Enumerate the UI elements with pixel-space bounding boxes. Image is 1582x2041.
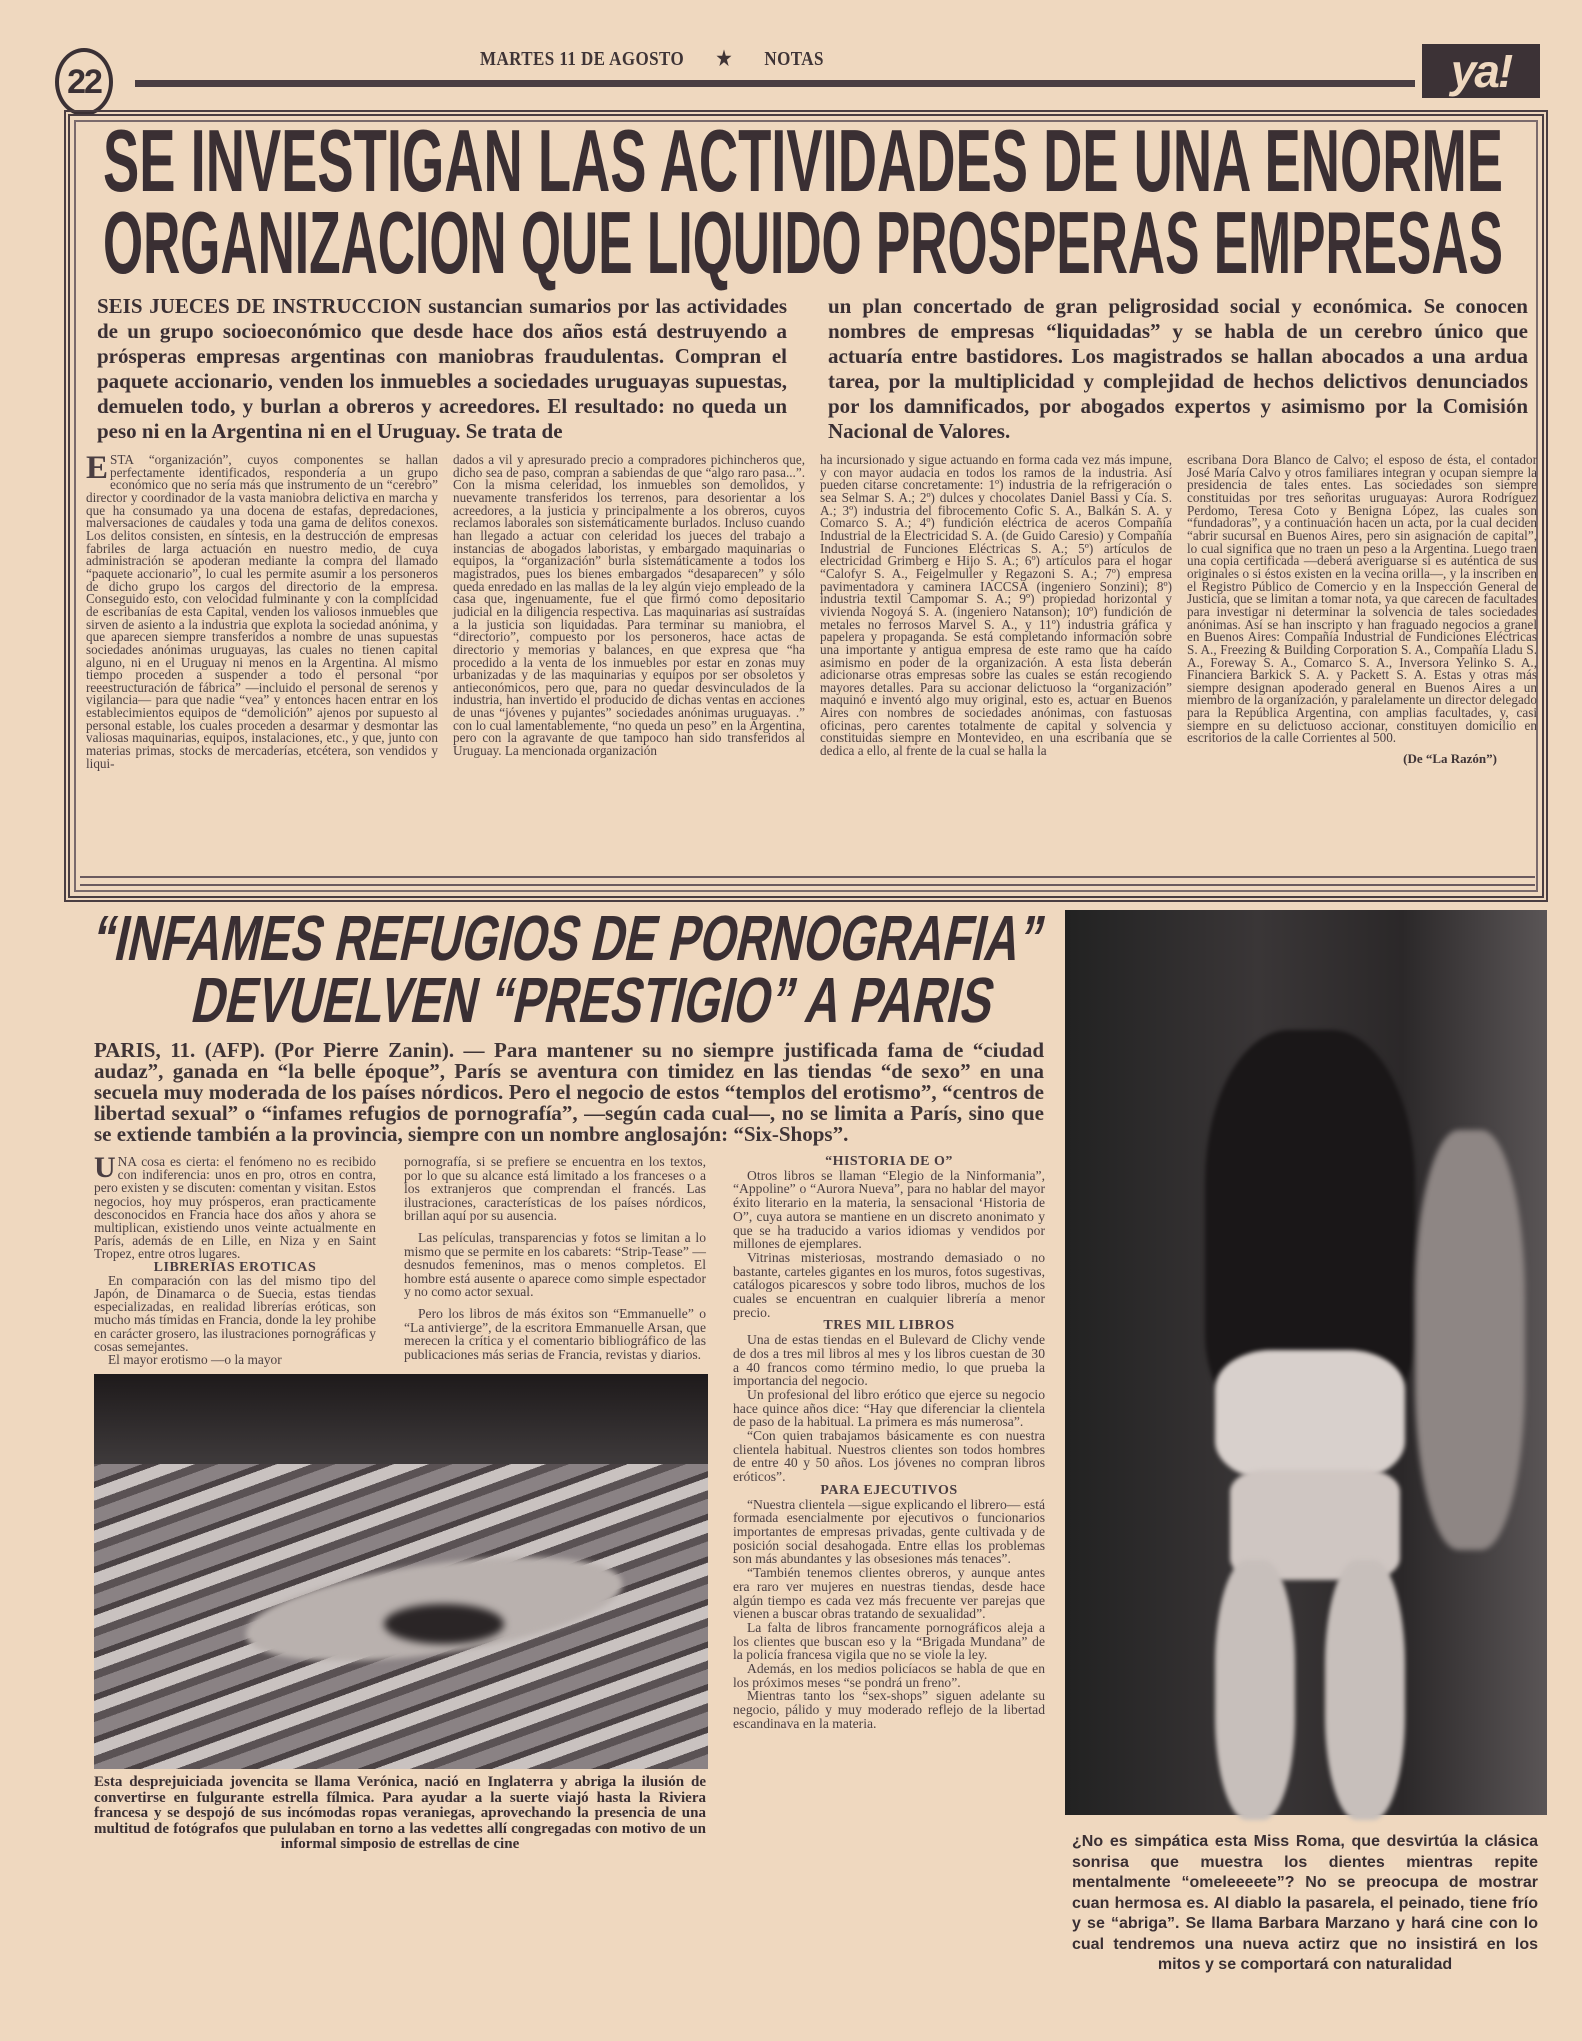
paragraph: “También tenemos clientes obreros, y aunque antes era raro ver mujeres en nuestras tiendas, desde hace algún tiempo es cada vez más frecuente ver parejas que vienen a buscar obras tratando de sexualidad”.	[733, 1565, 1045, 1622]
subheading: PARA EJECUTIVOS	[820, 1482, 958, 1498]
article1-body-col3: ha incursionado y sigue actuando en forma cada vez más impune, y con mayor audacia en todos los ramos de la industria. Así pueden citarse concretamente: 1º) industria de la refrigeración o sea Selmar S. A.; 2º) dulces y chocolates Daniel Bassi y Cía. S. A.; 3º) industria del fibrocemento Cofic S. A., Balkán S. A. y Comarco S. A.; 4º) fundición eléctrica de aceros Compañía Industrial de la Electricidad S. A. (de Guido Caresio) y Compañía Industrial de Funciones Eléctricas S. A.; 5º) artículos de electricidad Grimberg e Hijo S. A.; 6º) artículos para el hogar “Calofyr S. A., Feigelmuller y Regazoni S. A.; 7º) empresa pavimentadora y caminera IACCSA (ingeniero Sonzini); 8º) industria textil Campomar S. A.; 9º) propiedad horizontal y vivienda Nogoyá S. A. (ingeniero Natanson); 10º) fundición de metales no ferrosos Marvel S. A., y 11º) industria gráfica y papelera y propaganda. Se está completando información sobre una importante y antigua empresa de este ramo que ha caído asimismo en poder de la organización. A esta lista deberán adicionarse otras empresas sobre las cuales se están recogiendo mayores detalles. Para su accionar delictuoso la “organización” maquinó e inventó algo muy original, esto es, actuar en Buenos Aires con nombres de sociedades anónimas, con fastuosas oficinas, pero carentes totalmente de capital y solvencia y constituidas siempre en Montevideo, en una escribanía que se dedica a ello, al frente de la cual se halla la	[820, 452, 1172, 759]
header-rule	[135, 80, 1415, 87]
paragraph: pornografía, si se prefiere se encuentra en los textos, por lo que su alcance está limitado a los franceses o a los extranjeros que comprendan el francés. Las ilustraciones, características de los países nórdicos, brillan aquí por su ausencia.	[404, 1154, 706, 1224]
paragraph: Otros libros se llaman “Elegio de la Ninformania”, “Appoline” o “Aurora Nueva”, para no hablar del mayor éxito literario en la materia, la sensacional ‘Historia de O”, cuya autora se mantiene en un discreto anonimato y que se ha traducido a varios idiomas y vendidos por millones de ejemplares.	[733, 1167, 1045, 1252]
paragraph: “Con quien trabajamos básicamente es con nuestra clientela habitual. Nuestros clientes son todos hombres de entre 40 y 50 años. Los jóvenes no compran libros eróticos”.	[733, 1428, 1045, 1485]
beach-photo-caption: Esta desprejuiciada jovencita se llama Verónica, nació en Inglaterra y abriga la ilusión de convertirse en fulgurante estrella fílmica. Para ayudar a la suerte viajó hasta la Riviera francesa y se despojó de sus incómodas ropas veraniegas, aprovechando la presencia de una multitud de fotógrafos que pululaban en torno a las vedettes allí congregadas con motivo de un informal simposio de estrellas de cine	[94, 1774, 706, 1853]
article2-headline	[80, 900, 1407, 1036]
article2-content	[94, 1040, 1046, 1853]
miss-roma-caption: ¿No es simpática esta Miss Roma, que desvirtúa la clásica sonrisa que muestra los dientes mientras repite mentalmente “omeleeeete”? No se preocupa de mostrar cuan hermosa es. Al diablo la pasarela, el peinado, tiene frío y se “abriga”. Se llama Barbara Marzano y hará cine con lo cual tendremos una nueva actirz que no insistirá en los mitos y se comportará con naturalidad	[1072, 1833, 1538, 1973]
article1-deck-col2: un plan concertado de gran peligrosidad social y económica. Se conocen nombres de empresas “liquidadas” y se habla de un cerebro único que actuaría entre bastidores. Los magistrados se hallan abocados a una ardua tarea, por la multiplicidad y complejidad de hechos delictivos denunciados por los damnificados, por abogados expertos y asimismo por la Comisión Nacional de Valores.	[828, 294, 1528, 443]
star-separator-icon: ★	[716, 48, 733, 70]
article1-deck	[86, 294, 1538, 444]
issue-date: MARTES 11 DE AGOSTO	[480, 48, 685, 70]
subheading: TRES MIL LIBROS	[823, 1318, 955, 1334]
drop-cap: U	[94, 1151, 116, 1184]
article1-body-col2: dados a vil y apresurado precio a compradores pichincheros que, dicho sea de paso, compran a sabiendas de que “algo raro pasa...”. Con la misma celeridad, los inmuebles son demolidos, y nuevamente transferidos los terrenos, para desorientar a los acreedores, a la justicia y principalmente a los obreros, cuyos reclamos laborales son sistemáticamente burlados. Incluso cuando han llegado a actuar con celeridad los jueces del trabajo a instancias de abogados laboristas, y embargado maquinarias o equipos, la “organización” burla sistemáticamente a todos los magistrados, pues los bienes embargados “desaparecen” y sólo queda enredado en las mallas de la ley algún viejo empleado de la casa que, ingenuamente, fue el que firmó como depositario judicial en la diligencia respectiva. Las maquinarias así sustraídas a la justicia son liquidadas. Para terminar su maniobra, el “directorio”, compuesto por los personeros, hace actas de directorio y memorias y balances, en que expresa que “ha procedido a la venta de los inmuebles por estar en zonas muy urbanizadas y de las maquinarias y equipos por ser obsoletos y antieconómicos, pero que, para no quedar desvinculados de la industria, han invertido el producido de dichas ventas en acciones de unas “jóvenes y pujantes” sociedades anónimas uruguayas. .” con lo cual lamentablemente, “no queda un peso” en la Argentina, pero con la agravante de que tampoco han sido transferidos al Uruguay. La mencionada organización	[453, 452, 805, 759]
article1-headline	[95, 111, 1515, 292]
article1-content	[86, 294, 1538, 770]
paragraph: El mayor erotismo —o la mayor	[108, 1352, 282, 1368]
paragraph: Además, en los medios policíacos se habla de que en los próximos meses “se pondrá un freno”.	[733, 1661, 1045, 1690]
article2-left-area	[94, 1151, 706, 1853]
page-number: 22	[55, 48, 113, 116]
article2-headline-line2: DEVUELVEN “PRESTIGIO” A PARIS	[186, 963, 1286, 1036]
paragraph: Un profesional del libro erótico que ejerce su negocio hace quince años dice: “Hay que diferenciar la clientela de paso de la habitual. La primera es más numerosa”.	[733, 1386, 1045, 1430]
paragraph: La falta de libros francamente pornográficos aleja a los clientes que buscan eso y la “Brigada Mundana” de la policía francesa vigila que no se viole la ley.	[733, 1619, 1045, 1663]
section-name: NOTAS	[764, 48, 824, 70]
article2-headline-line1: “INFAMES REFUGIOS DE PORNOGRAFIA”	[86, 901, 1407, 974]
paragraph: “Nuestra clientela —sigue explicando el librero— está formada esencialmente por ejecutivos o funcionarios importantes de empresas privadas, gente cultivada y de posición social desahogada. Entre ellas los problemas son más abundantes y las obsesiones más tenaces”.	[733, 1496, 1045, 1567]
drop-cap: E	[86, 450, 109, 486]
paragraph: Vitrinas misteriosas, mostrando demasiado o no bastante, carteles gigantes en los muros, fotos sugestivas, catálogos picarescos y sobre todo libros, muchos de los cuales se encuentran en cualquier librería a menor precio.	[733, 1249, 1045, 1320]
article2-col2	[404, 1155, 706, 1361]
article1-body-col4: escribana Dora Blanco de Calvo; el esposo de ésta, el contador José María Calvo y otros familiares integran y ocupan siempre la presidencia de tales entes. Las sociedades son siempre constituidas por tres señoritas uruguayas: Aurora Rodríguez Perdomo, Teresa Coto y Benigna López, las cuales son “fundadoras”, y a continuación hacen un acta, por la cual deciden “abrir sucursal en Buenos Aires, pero sin asignación de capital”, lo cual significa que no traen un peso a la Argentina. Luego traen una copia certificada —deberá averiguarse si es auténtica de sus originales o si éstos existen en la vecina orilla—, y la inscriben en el Registro Público de Comercio y en la Inspección General de Justicia, que se limitan a tomar nota, ya que carecen de facultades para investigar ni determinar la solvencia de tales sociedades anónimas. Así se han inscripto y han fraguado negocios a granel en Buenos Aires: Compañía Industrial de Fundiciones Eléctricas S. A., Freezing & Building Corporation S. A., Compañía Lladu S. A., Foreway S. A., Comarco S. A., Inversora Yelinko S. A., Financiera Barkick S. A. y Packett S. A. Estas y otras más siempre designan apoderado general en Buenos Aires a un miembro de la organización, y paralelamente un director delegado para la República Argentina, con amplias facultades, y, casi siempre en su delictuoso accionar, constituyen domicilio en escritorios de la calle Corrientes al 500.	[1187, 452, 1537, 746]
beach-photo	[94, 1374, 708, 1769]
article1-body-col1	[86, 450, 438, 771]
paragraph: Pero los libros de más éxitos son “Emmanuelle” o “La antivierge”, de la escritora Emmanuelle Arsan, que merecen la crítica y el comentario bibliográfico de las publicaciones más serias de Francia, revistas y diarios.	[404, 1305, 706, 1362]
paragraph: NA cosa es cierta: el fenómeno no es recibido con indiferencia: unos en pro, otros en contra, pero existen y se discuten: comentan y visitan. Estos negocios, hoy muy prósperos, eran practicamente desconocidos en Francia hace dos años y ahora se multiplican, existiendo unos veinte actualmente en París, además de en Lille, en Niza y en Saint Tropez, entre otros lugares.	[94, 1154, 376, 1262]
paragraph: Mientras tanto los “sex-shops” siguen adelante su negocio, pálido y muy moderado reflejo de la libertad escandinava en la materia.	[733, 1688, 1045, 1731]
article2-left-columns	[94, 1151, 706, 1368]
article1-credit: (De “La Razón”)	[1403, 751, 1497, 767]
article2-lead: PARIS, 11. (AFP). (Por Pierre Zanin). — Para mantener su no siempre justificada fama de “ciudad audaz”, ganada en “la belle époque”, París se aventura con timidez en las tiendas “de sexo” en una secuela muy moderada de los países nórdicos. Pero el negocio de estos “templos del erotismo”, “centros de libertad sexual” o “infames refugios de pornografía”, —según cada cual—, no se limita a París, sino que se extiende también a la provincia, siempre con un nombre anglosajón: “Six-Shops”.	[94, 1038, 1044, 1146]
article2-body	[94, 1151, 1046, 1853]
article1-body	[86, 450, 1538, 771]
box-bottom-rule	[80, 876, 1535, 886]
miss-roma-photo	[1065, 910, 1547, 1815]
paragraph: En comparación con las del mismo tipo del Japón, de Dinamarca o de Suecia, estas tiendas especializadas, en realidad librerías eróticas, son mucho más tímidas en Francia, donde la ley prohibe en carácter grosero, las ilustraciones pornográficas y cosas semejantes.	[94, 1272, 376, 1354]
paragraph: Una de estas tiendas en el Bulevard de Clichy vende de dos a tres mil libros al mes y los libros cuestan de 30 a 40 francos como término medio, lo que prueba la importancia del negocio.	[733, 1332, 1045, 1389]
body-text: STA “organización”, cuyos componentes se hallan perfectamente identificados, respondería a un grupo económico que no sería más que instrumento de un “cerebro” director y coordinador de la vasta maniobra delictiva en marcha y que ha consumado ya una docena de estafas, depredaciones, malversaciones de caudales y toda una gama de delitos conexos. Los delitos consisten, en síntesis, en la destrucción de empresas fabriles de larga actuación en nuestro medio, de cuya administración se apoderan mediante la compra del llamado “paquete accionario”, lo cual les permite asumir a los personeros de dicho grupo los cargos del directorio de la empresa. Conseguido esto, con velocidad fulminante y con la complicidad de escribanías de esta Capital, venden los valiosos inmuebles que sirven de asiento a la industria que explota la sociedad anónima, y que aparecen siempre transferidos a nombre de unas supuestas sociedades anónimas uruguayas, las cuales no tienen capital alguno, ni en el Uruguay ni menos en la Argentina. Al mismo tiempo proceden a suspender a todo el personal “por reeestructuración de fábrica” —incluido el personal de serenos y vigilancia— para que nadie “vea” y entonces hacen entrar en los establecimientos equipos de “demolición” ajenos por supuesto al personal estable, los cuales proceden a desarmar y desmontar las valiosas maquinarias, equipos, instalaciones, etc., y que, junto con materias primas, stocks de mercaderías, etcétera, son vendidos y liqui-	[86, 452, 438, 771]
dateline	[480, 46, 856, 71]
article1-deck-col1: SEIS JUECES DE INSTRUCCION sustancian sumarios por las actividades de un grupo socioeconómico que desde hace dos años está destruyendo a prósperas empresas argentinas con maniobras fraudulentas. Compran el paquete accionario, venden los inmuebles a sociedades uruguayas supuestas, demuelen todo, y burlan a obreros y acreedores. El resultado: no queda un peso ni en la Argentina ni en el Uruguay. Se trata de	[97, 294, 787, 443]
newspaper-logo: ya!	[1422, 44, 1540, 98]
article1-body-col4-wrap	[1187, 454, 1537, 767]
subheading: LIBRERIAS EROTICAS	[153, 1259, 317, 1275]
subheading: “HISTORIA DE O”	[825, 1154, 953, 1169]
paragraph: Las películas, transparencias y fotos se limitan a lo mismo que se permite en los cabarets: “Strip-Tease” —desnudos femeninos, mas o menos completos. El hombre está ausente o aparece como simple espectador y no como actor sexual.	[404, 1229, 706, 1300]
article2-col3	[733, 1155, 1045, 1731]
article1-headline-line1: SE INVESTIGAN LAS ACTIVIDADES DE UNA ENORME	[103, 111, 1503, 210]
article2-col1	[94, 1151, 376, 1368]
article1-headline-line2: ORGANIZACION QUE LIQUIDO PROSPERAS EMPRESAS	[103, 193, 1503, 292]
